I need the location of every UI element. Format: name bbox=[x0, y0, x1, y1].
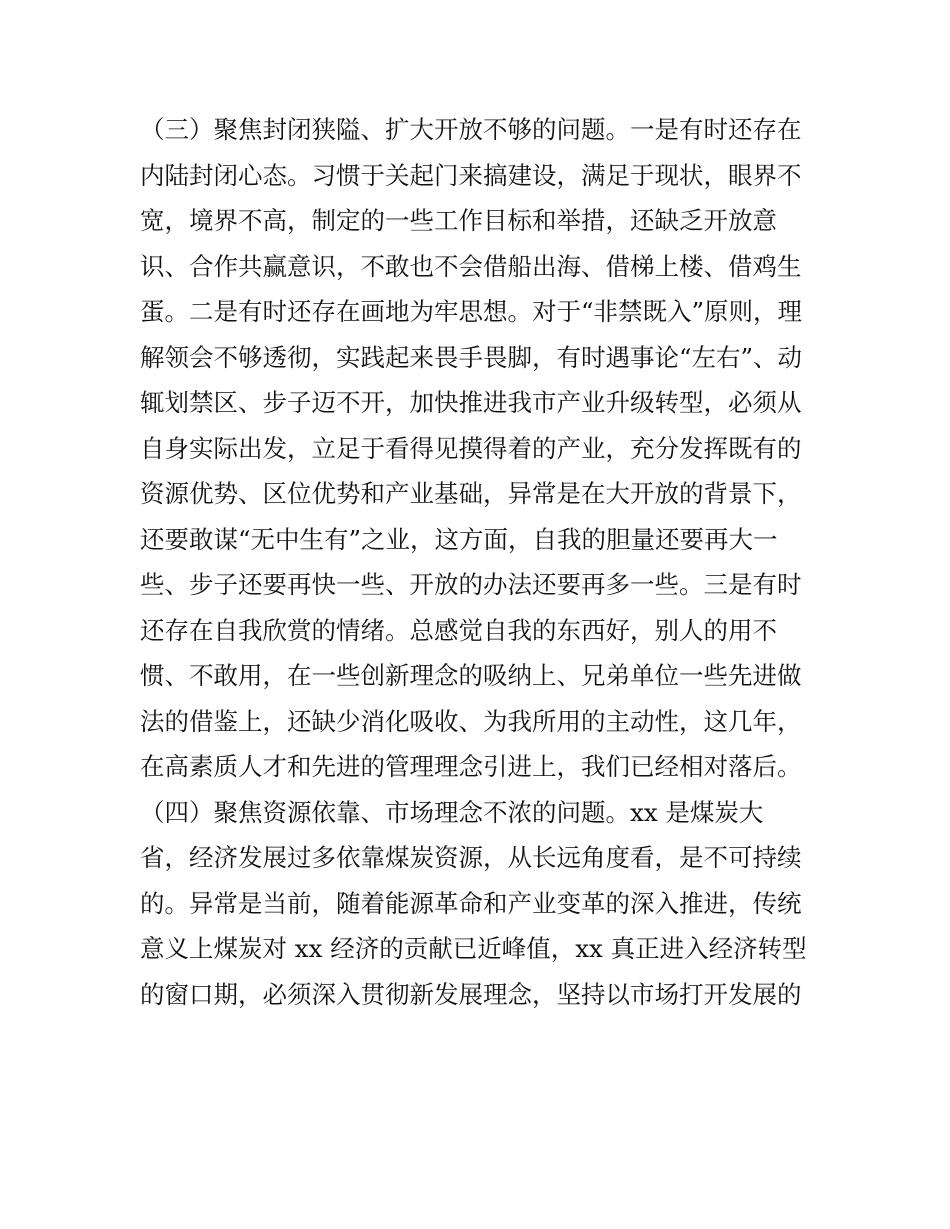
text-line: 省，经济发展过多依靠煤炭资源，从长远角度看，是不可持续 bbox=[140, 843, 802, 872]
text-line: 惯、不敢用，在一些创新理念的吸纳上、兄弟单位一些先进做 bbox=[140, 661, 802, 690]
text-line: 在高素质人才和先进的管理理念引进上，我们已经相对落后。 bbox=[140, 752, 802, 781]
text-line: 还要敢谋“无中生有”之业，这方面，自我的胆量还要再大一 bbox=[140, 524, 778, 554]
text-line: 还存在自我欣赏的情绪。总感觉自我的东西好，别人的用不 bbox=[140, 615, 777, 645]
text-line: 辄划禁区、步子迈不开，加快推进我市产业升级转型，必须从 bbox=[140, 388, 802, 417]
text-line: 解领会不够透彻，实践起来畏手畏脚，有时遇事论“左右”、动 bbox=[140, 342, 803, 372]
text-line: 意义上煤炭对 xx 经济的贡献已近峰值，xx 真正进入经济转型 bbox=[140, 934, 807, 963]
text-line: （三）聚焦封闭狭隘、扩大开放不够的问题。一是有时还存在 bbox=[140, 115, 802, 144]
text-line: 自身实际出发，立足于看得见摸得着的产业，充分发挥既有的 bbox=[140, 433, 802, 463]
body-text bbox=[140, 107, 820, 1017]
text-line: 宽，境界不高，制定的一些工作目标和举措，还缺乏开放意 bbox=[140, 206, 777, 235]
text-line: 识、合作共赢意识，不敢也不会借船出海、借梯上楼、借鸡生 bbox=[140, 251, 802, 281]
text-line: （四）聚焦资源依靠、市场理念不浓的问题。xx 是煤炭大 bbox=[140, 797, 764, 827]
text-line: 内陆封闭心态。习惯于关起门来搞建设，满足于现状，眼界不 bbox=[140, 160, 802, 190]
text-line: 资源优势、区位优势和产业基础，异常是在大开放的背景下， bbox=[140, 479, 802, 508]
text-line: 些、步子还要再快一些、开放的办法还要再多一些。三是有时 bbox=[140, 570, 802, 599]
text-line: 蛋。二是有时还存在画地为牢思想。对于“非禁既入”原则，理 bbox=[140, 297, 803, 326]
text-line: 的窗口期，必须深入贯彻新发展理念，坚持以市场打开发展的 bbox=[140, 979, 802, 1009]
text-line: 的。异常是当前，随着能源革命和产业变革的深入推进，传统 bbox=[140, 888, 802, 918]
text-line: 法的借鉴上，还缺少消化吸收、为我所用的主动性，这几年， bbox=[140, 706, 802, 736]
